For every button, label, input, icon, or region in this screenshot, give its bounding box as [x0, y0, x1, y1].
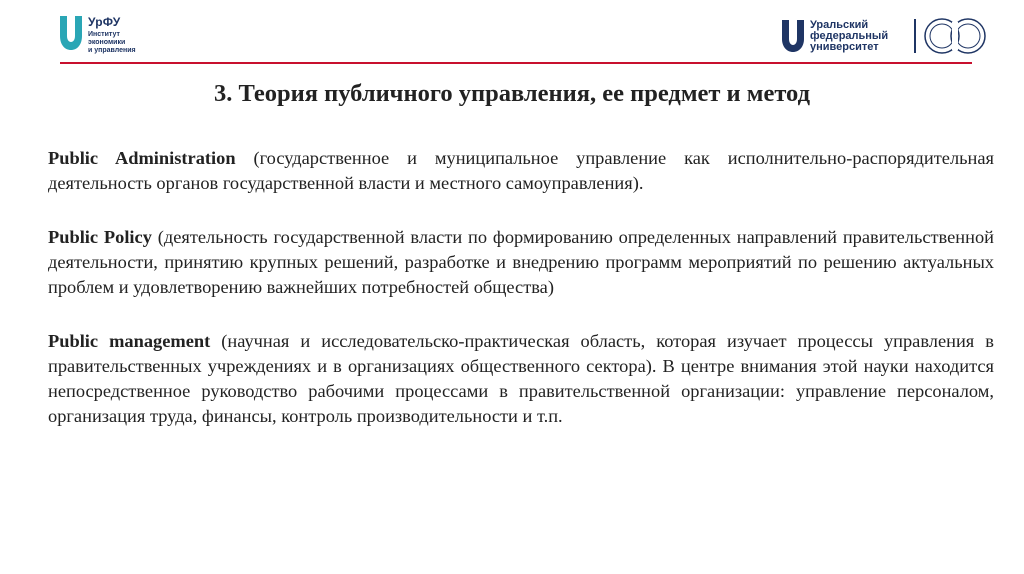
paragraph-public-policy: [48, 225, 994, 300]
urfu-institute-logo: [60, 16, 148, 55]
logo-brand-text: УрФУ: [88, 15, 121, 29]
header-divider: [60, 62, 972, 64]
slide-title: 3. Теория публичного управления, ее предмет и метод: [213, 80, 810, 107]
paragraph-text: (научная и исследовательско-практическая область, которая изучает процессы управления в правительственных учреждениях и в организациях общественного сектора). В центре внимания этой науки находится непосредственное руководство рабочими процессами в правительственной организации: управление персоналом, организация труда, финансы, контроль производительности и т.п.: [48, 331, 994, 426]
logo-separator: [914, 19, 916, 53]
yeltsin-emblem-icon: [922, 16, 990, 56]
paragraph-public-administration: [48, 146, 994, 196]
paragraph-public-management: [48, 329, 994, 429]
term-label: Public management: [48, 331, 211, 351]
paragraph-text: (деятельность государственной власти по формированию определенных направлений правительственной деятельности, принятию крупных решений, разработке и внедрению программ мероприятий по решению актуальных проблем и удовлетворению важнейших потребностей общества): [48, 227, 994, 297]
logo-institute-text: Институт экономики и управления: [88, 31, 136, 54]
paragraph-text: (государственное и муниципальное управление как исполнительно-распорядительная деятельность органов государственной власти и местного самоуправления).: [48, 148, 994, 193]
urfu-u-icon: [782, 20, 804, 52]
term-label: Public Policy: [48, 227, 152, 247]
slide-body: [48, 146, 994, 458]
university-name-text: Уральский федеральный университет: [810, 18, 889, 53]
urfu-university-logo: [782, 16, 990, 56]
urfu-u-icon: [60, 16, 82, 50]
slide-header: [0, 0, 1024, 66]
term-label: Public Administration: [48, 148, 236, 168]
